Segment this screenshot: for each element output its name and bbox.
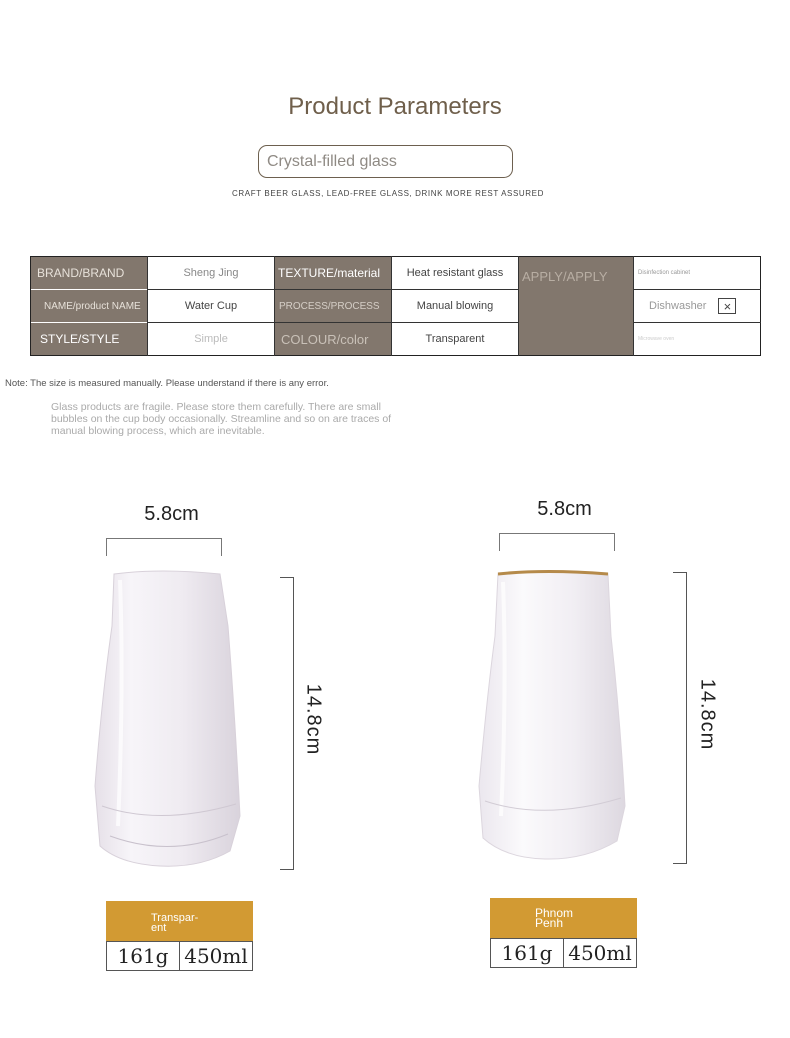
name-value: Water Cup: [148, 290, 274, 322]
tagline: CRAFT BEER GLASS, LEAD-FREE GLASS, DRINK MORE REST ASSURED: [232, 189, 544, 198]
divider: [633, 322, 761, 323]
width-bracket: [106, 538, 222, 556]
divider: [274, 256, 275, 356]
dishwasher-label: Dishwasher: [649, 300, 707, 312]
apply-label: APPLY/APPLY: [519, 257, 633, 355]
variant-badge: Phnom Penh: [490, 898, 637, 938]
height-label: 14.8cm: [302, 683, 325, 756]
height-label: 14.8cm: [696, 678, 719, 751]
texture-label: TEXTURE/material: [275, 257, 391, 289]
variant-badge: Transpar- ent: [106, 901, 253, 941]
divider: [147, 256, 148, 356]
height-bracket: [673, 572, 687, 864]
divider: [633, 256, 634, 356]
width-bracket: [499, 533, 615, 551]
weight-value: 161g: [501, 941, 553, 965]
glass-image: [475, 566, 635, 871]
spec-row: [490, 938, 637, 968]
capacity-value: 450ml: [563, 939, 636, 967]
fragile-note: Glass products are fragile. Please store them carefully. There are small bubbles on the cup body occasionally. Streamline and so on are traces of manual blowing process, which are inevitable.: [51, 401, 392, 437]
style-value: Simple: [148, 323, 274, 355]
brand-label: BRAND/BRAND: [31, 257, 147, 289]
texture-value: Heat resistant glass: [392, 257, 518, 289]
colour-value: Transparent: [392, 323, 518, 355]
glass-image: [90, 566, 250, 876]
close-icon[interactable]: ×: [718, 298, 736, 314]
page-title: Product Parameters: [288, 93, 502, 120]
divider: [391, 256, 392, 356]
apply-option-microwave: Microwave oven: [634, 323, 760, 355]
name-label: NAME/product NAME: [31, 290, 147, 322]
capacity-value: 450ml: [179, 942, 252, 970]
process-value: Manual blowing: [392, 290, 518, 322]
apply-option-disinfection: Disinfection cabinet: [634, 257, 760, 289]
width-label: 5.8cm: [144, 503, 199, 525]
weight-value: 161g: [117, 944, 169, 968]
spec-row: [106, 941, 253, 971]
divider: [147, 322, 519, 323]
divider: [147, 289, 519, 290]
divider: [633, 289, 761, 290]
style-label: STYLE/STYLE: [31, 323, 147, 355]
process-label: PROCESS/PROCESS: [275, 290, 391, 322]
brand-value: Sheng Jing: [148, 257, 274, 289]
height-bracket: [280, 577, 294, 870]
width-label: 5.8cm: [537, 498, 592, 520]
divider: [518, 256, 519, 356]
colour-label: COLOUR/color: [275, 323, 391, 355]
table-border: [30, 256, 761, 356]
size-note: Note: The size is measured manually. Please understand if there is any error.: [5, 378, 329, 389]
subtitle-pill: Crystal-filled glass: [258, 145, 513, 178]
